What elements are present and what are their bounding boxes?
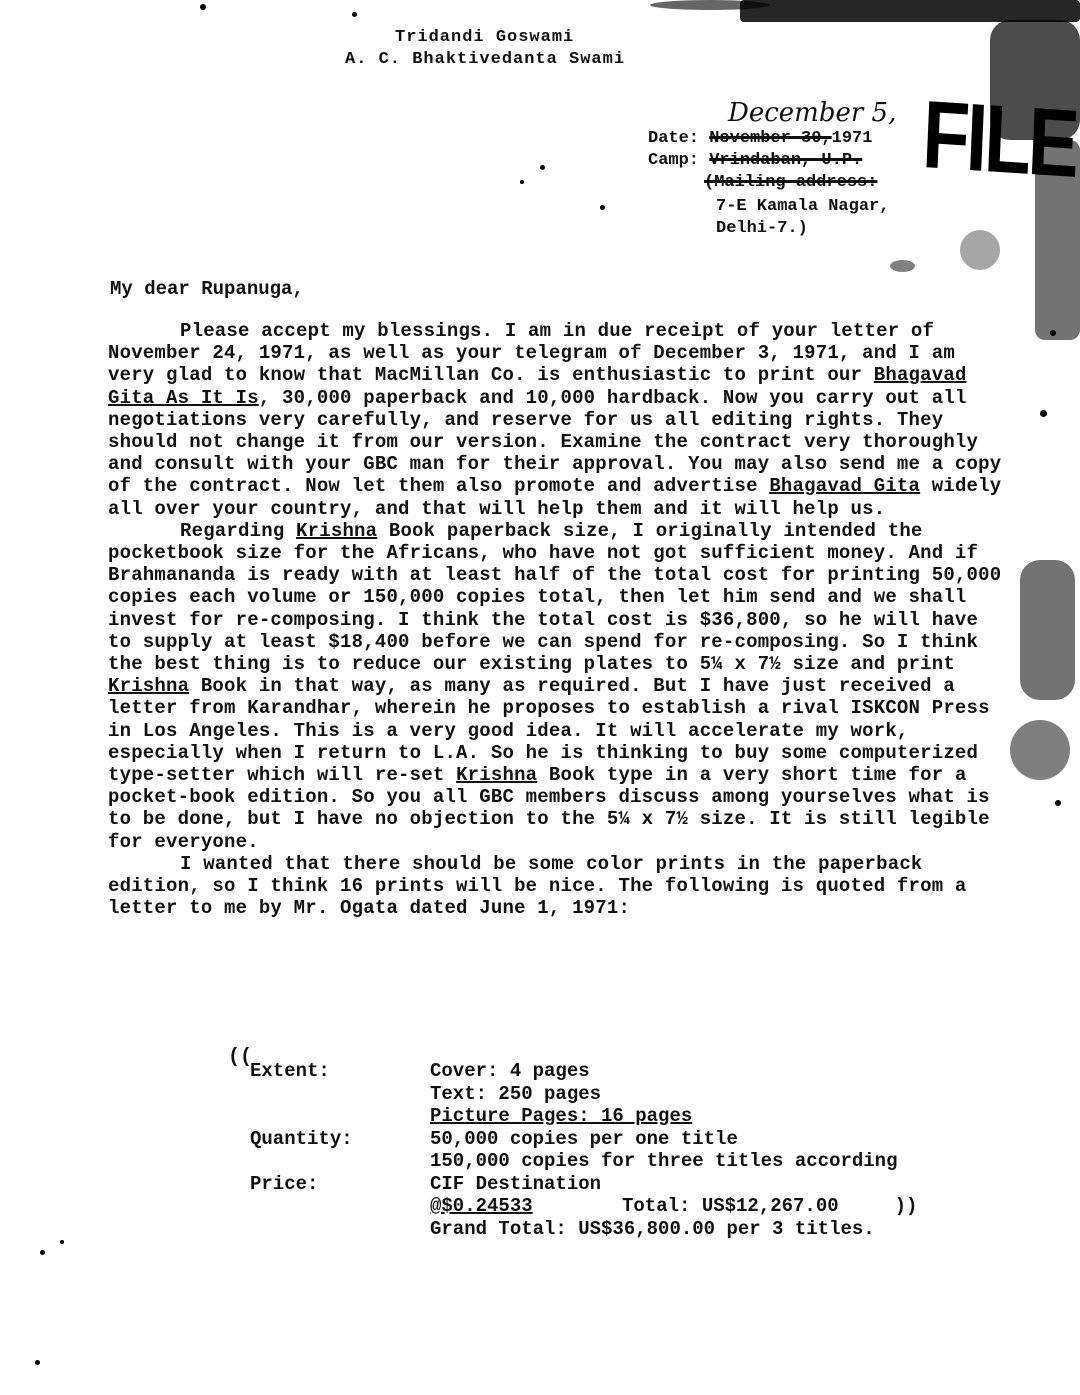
extent-label: Extent: xyxy=(250,1060,330,1082)
letter-body xyxy=(108,320,1008,919)
text-run: Book in that way, as many as required. But I have just received a letter from Karandhar, wherein he proposes to establish a rival ISKCON Press in Los Angeles. This is a very good idea. It will accelerate my work, especially when I return to L.A. So he is thinking to buy some computerized type-setter which will re-set xyxy=(108,675,990,787)
text-run: widely all over your country, and that will help them and it will help us. xyxy=(108,475,1002,520)
camp-label: Camp: xyxy=(648,151,700,170)
struck-camp: Vrindaban, U.P. xyxy=(709,151,863,170)
text-run: Book paperback size, I originally intended the pocketbook size for the Africans, who have not got sufficient money. And if Brahmananda is ready with at least half of the total cost for printing 50,000 copies each volume or 150,000 copies total, then let him send and we shall invest for re-composing. I think the total cost is $36,800, so he will have to supply at least $18,400 before we can spend for re-composing. So I think the best thing is to reduce our existing plates to 5¼ x 7½ size and print xyxy=(108,519,1002,676)
price-total: Total: US$12,267.00 xyxy=(622,1195,839,1217)
camp-line xyxy=(648,150,862,172)
spec-row xyxy=(250,1105,917,1128)
spec-row xyxy=(250,1218,917,1241)
text-value: Text: 250 pages xyxy=(430,1082,602,1105)
sender-name: A. C. Bhaktivedanta Swami xyxy=(345,50,626,69)
address-line-1: 7-E Kamala Nagar, xyxy=(716,197,890,216)
struck-date: November 30, xyxy=(709,129,832,148)
text-run: Please accept my blessings. I am in due receipt of your letter of November 24, 1971, as well as your telegram of December 3, 1971, and I am very glad to know that MacMillan Co. is enthusiastic to print our xyxy=(108,320,955,387)
book-title: Krishna xyxy=(456,764,538,787)
struck-mailing: (Mailing address: xyxy=(704,173,878,192)
book-title: Krishna xyxy=(296,519,378,542)
paragraph-2 xyxy=(108,520,1008,853)
cover-value: Cover: 4 pages xyxy=(430,1060,590,1082)
quoted-specs xyxy=(250,1060,917,1240)
paragraph-3: I wanted that there should be some color prints in the paperback edition, so I think 16 prints will be nice. The following is quoted from a letter to me by Mr. Ogata dated June 1, 1971: xyxy=(108,852,967,920)
price-destination: CIF Destination xyxy=(430,1172,602,1195)
unit-price: @$0.24533 xyxy=(430,1195,533,1217)
spec-row xyxy=(250,1060,917,1083)
date-label: Date: xyxy=(648,129,700,148)
salutation: My dear Rupanuga, xyxy=(110,278,304,300)
book-title: Bhagavad Gita As It Is xyxy=(108,364,967,409)
quote-open-mark: (( xyxy=(228,1046,253,1069)
text-run: Regarding xyxy=(180,519,297,542)
text-run: , 30,000 paperback and 10,000 hardback. Now you carry out all negotiations very carefully, and reserve for us all editing rights. They should not change it from our version. Examine the contract very thoroughly and consult with your GBC man for their approval. You may also send me a copy of the contract. Now let them also promote and advertise xyxy=(108,386,1002,498)
address-line-2: Delhi-7.) xyxy=(716,219,808,238)
picture-pages-value: Picture Pages: 16 pages xyxy=(430,1105,693,1127)
sender-title: Tridandi Goswami xyxy=(395,28,575,47)
date-year: 1971 xyxy=(831,129,873,148)
date-line xyxy=(648,128,872,150)
book-title: Bhagavad Gita xyxy=(769,475,921,498)
spec-row xyxy=(250,1128,917,1151)
price-label: Price: xyxy=(250,1172,319,1195)
grand-total: Grand Total: US$36,800.00 per 3 titles. xyxy=(430,1217,875,1240)
spec-row xyxy=(250,1173,917,1196)
spec-row xyxy=(250,1150,917,1173)
quote-close-mark: )) xyxy=(894,1195,918,1217)
file-stamp: FILE xyxy=(920,80,1079,198)
quantity-label: Quantity: xyxy=(250,1127,353,1150)
book-title: Krishna xyxy=(108,675,190,698)
paragraph-1 xyxy=(108,320,1008,520)
quantity-value-1: 50,000 copies per one title xyxy=(430,1127,738,1150)
spec-row xyxy=(250,1195,917,1218)
spec-row xyxy=(250,1083,917,1106)
text-run: Book type in a very short time for a pocket-book edition. So you all GBC members discuss among yourselves what is to be done, but I have no objection to the 5¼ x 7½ size. It is still legible for everyone. xyxy=(108,764,990,853)
quantity-value-2: 150,000 copies for three titles according xyxy=(430,1150,898,1172)
handwritten-date: December 5, xyxy=(728,98,897,128)
